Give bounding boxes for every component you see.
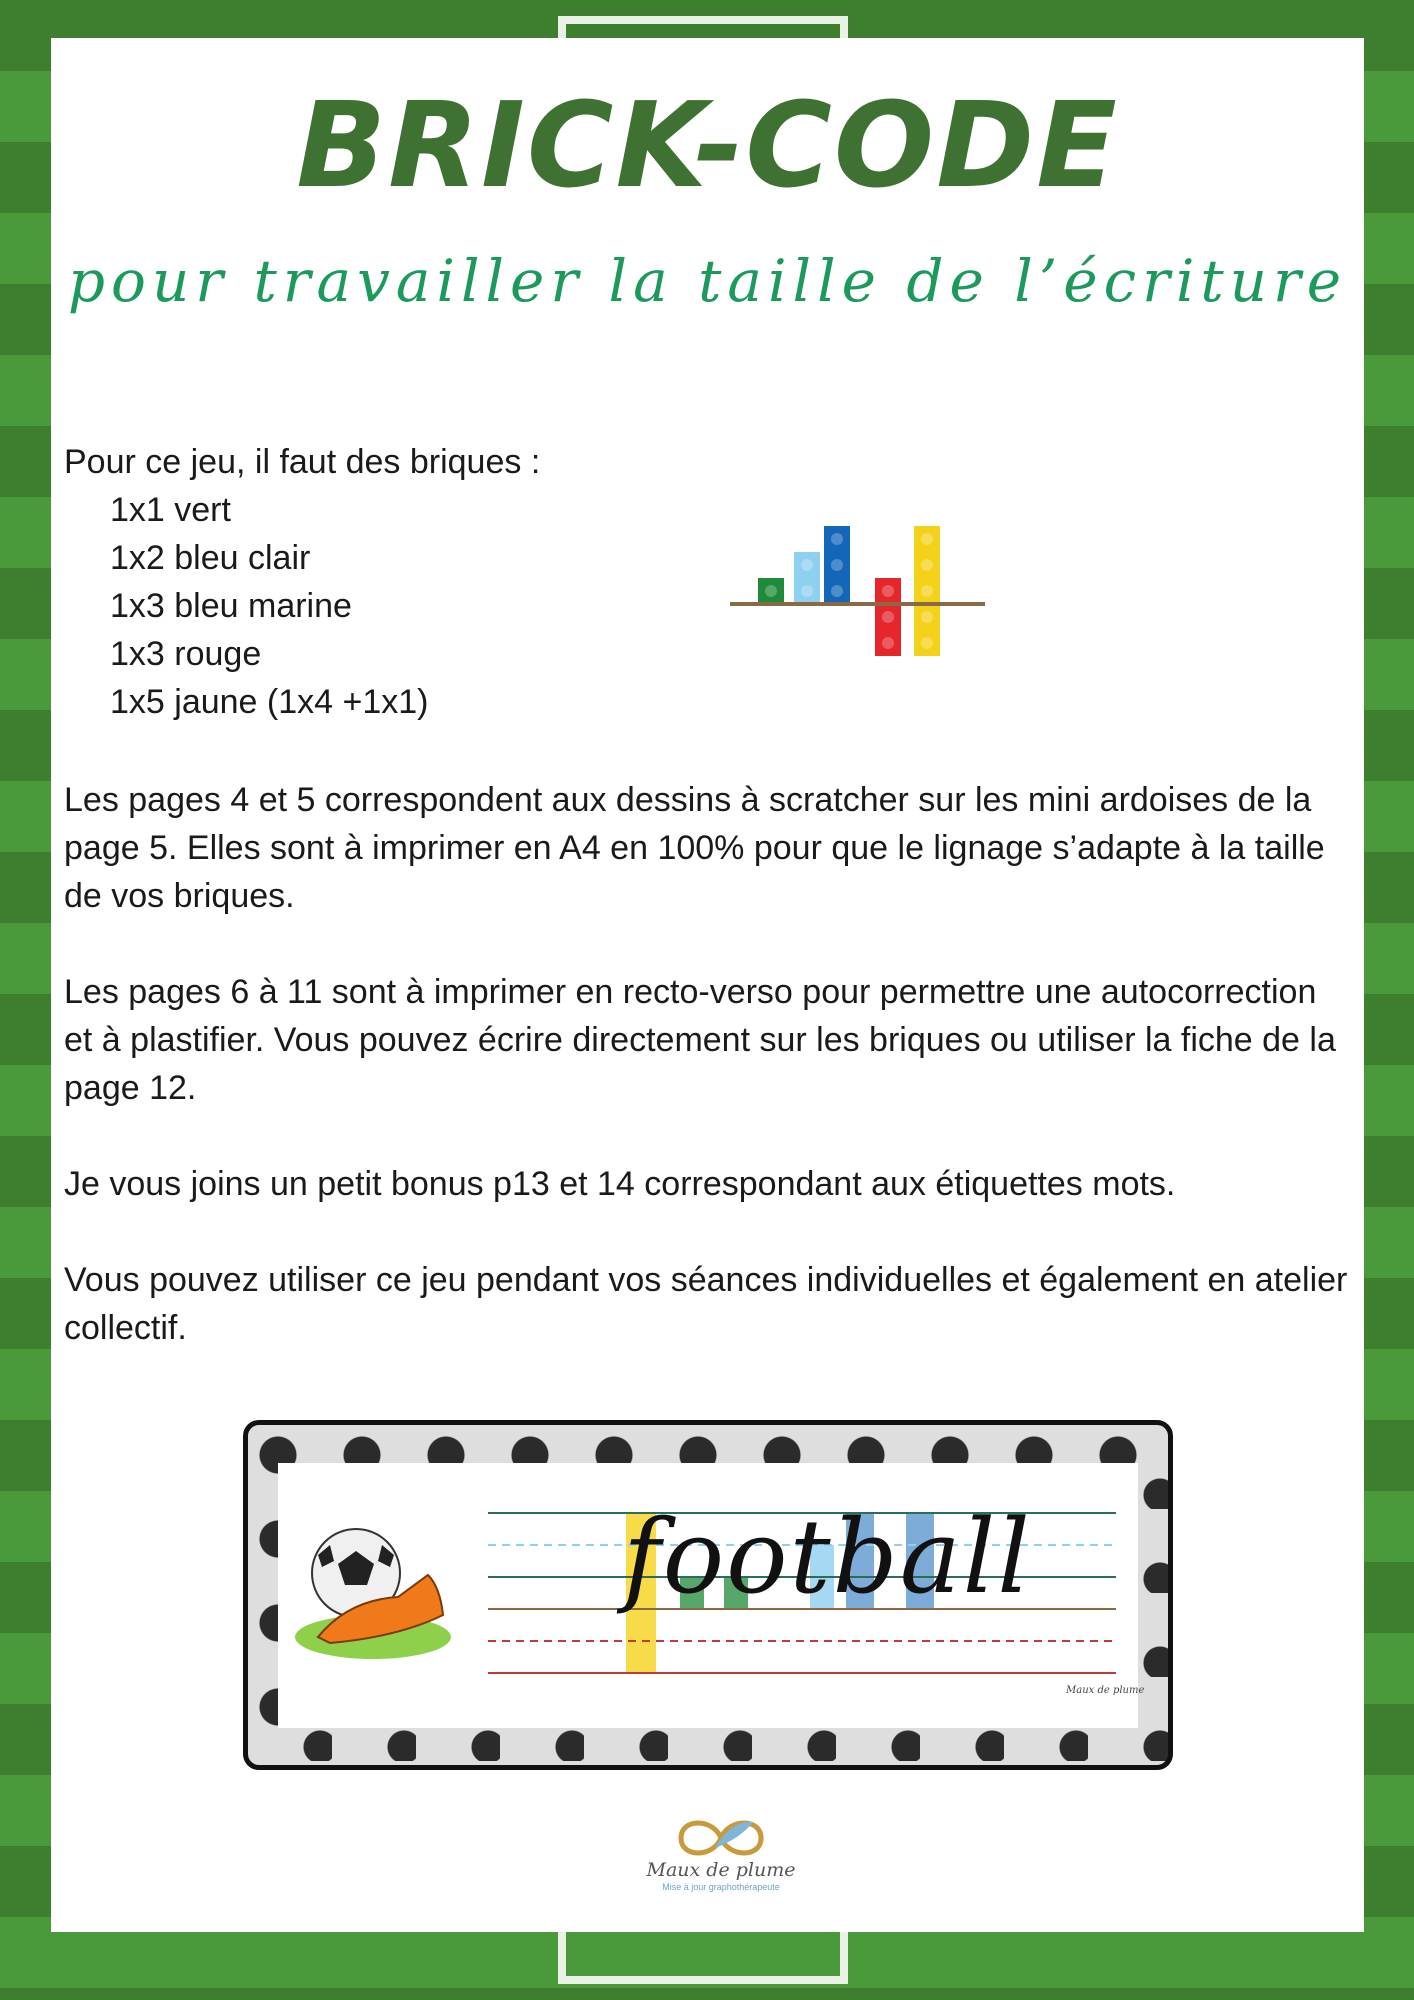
footer-logo [641, 1814, 801, 1892]
paragraph-usage: Vous pouvez utiliser ce jeu pendant vos séances individuelles et également en atelier collectif. [64, 1261, 1348, 1347]
field-line-bottom [558, 1930, 848, 1984]
brick-list-item: 1x3 bleu marine [110, 587, 352, 625]
paragraph-bonus: Je vous joins un petit bonus p13 et 14 correspondant aux étiquettes mots. [64, 1165, 1176, 1203]
page-title: BRICK-CODE [296, 76, 1119, 214]
brick-list-lead: Pour ce jeu, il faut des briques : [64, 443, 541, 481]
example-word-card [243, 1420, 1173, 1770]
brick-list-section [64, 438, 1354, 726]
brick-list-item: 1x2 bleu clair [110, 539, 311, 577]
logo-tagline: Mise à jour graphothérapeute [662, 1882, 780, 1892]
page-subtitle: pour travailler la taille de l’écriture [67, 247, 1348, 315]
page-sheet [51, 38, 1364, 1932]
brick-illustration [730, 526, 990, 666]
paragraph-recto-verso: Les pages 6 à 11 sont à imprimer en recto-verso pour permettre une autocorrection et à plastifier. Vous pouvez écrire directement sur les briques ou utiliser la fiche de la page 12. [64, 973, 1336, 1107]
card-logo: Maux de plume [1066, 1685, 1145, 1696]
brick-list-item: 1x3 rouge [110, 635, 262, 673]
paragraph-printing: Les pages 4 et 5 correspondent aux dessins à scratcher sur les mini ardoises de la page 5. Elles sont à imprimer en A4 en 100% pour que le lignage s’adapte à la taille de vos briques. [64, 781, 1325, 915]
infinity-feather-icon [661, 1814, 781, 1862]
logo-name: Maux de plume [646, 1859, 796, 1881]
brick-list-item: 1x5 jaune (1x4 +1x1) [110, 683, 429, 721]
brick-list-item: 1x1 vert [110, 491, 231, 529]
example-word: football [623, 1498, 1032, 1617]
